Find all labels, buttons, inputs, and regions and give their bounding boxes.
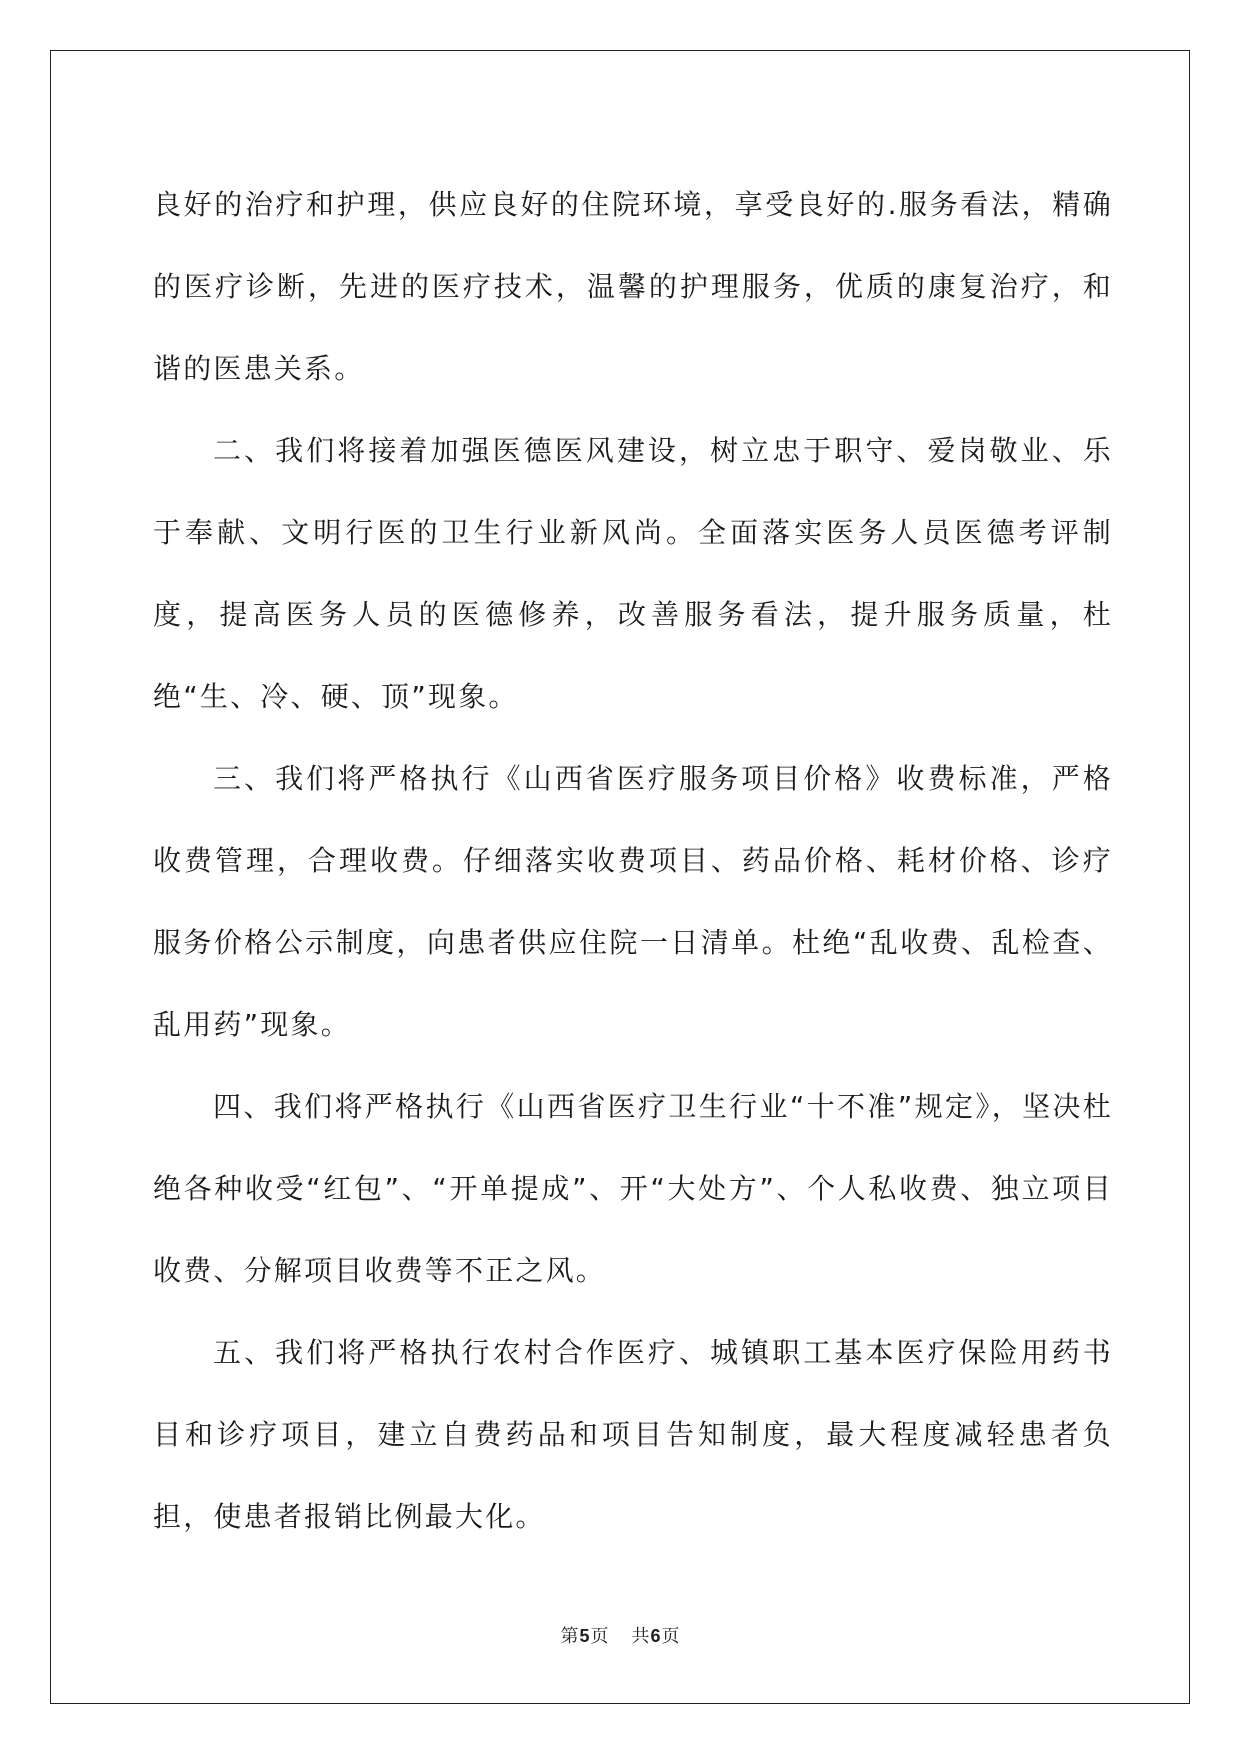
paragraph-item-3: 三、我们将严格执行《山西省医疗服务项目价格》收费标准，严格收费管理，合理收费。仔细落实收费项目、药品价格、耗材价格、诊疗服务价格公示制度，向患者供应住院一日清单。杜绝“乱收费、乱检查、乱用药”现象。 bbox=[153, 762, 1113, 1041]
current-page-number: 5 bbox=[579, 1626, 591, 1646]
document-body bbox=[153, 164, 1113, 1558]
paragraph-item-4: 四、我们将严格执行《山西省医疗卫生行业“十不准”规定》，坚决杜绝各种收受“红包”、“开单提成”、开“大处方”、个人私收费、独立项目收费、分解项目收费等不正之风。 bbox=[153, 1090, 1113, 1287]
total-prefix: 共 bbox=[631, 1626, 651, 1647]
page-footer bbox=[0, 1622, 1241, 1648]
total-page-number: 6 bbox=[650, 1626, 662, 1646]
page-suffix: 页 bbox=[590, 1626, 610, 1647]
paragraph-item-2: 二、我们将接着加强医德医风建设，树立忠于职守、爱岗敬业、乐于奉献、文明行医的卫生行业新风尚。全面落实医务人员医德考评制度，提高医务人员的医德修养，改善服务看法，提升服务质量，杜绝“生、冷、硬、顶”现象。 bbox=[153, 434, 1113, 713]
total-suffix: 页 bbox=[661, 1626, 681, 1647]
page-prefix: 第 bbox=[560, 1626, 580, 1647]
paragraph-item-5: 五、我们将严格执行农村合作医疗、城镇职工基本医疗保险用药书目和诊疗项目，建立自费药品和项目告知制度，最大程度减轻患者负担，使患者报销比例最大化。 bbox=[153, 1336, 1113, 1533]
paragraph-continued: 良好的治疗和护理，供应良好的住院环境，享受良好的.服务看法，精确的医疗诊断，先进的医疗技术，温馨的护理服务，优质的康复治疗，和谐的医患关系。 bbox=[153, 188, 1113, 385]
